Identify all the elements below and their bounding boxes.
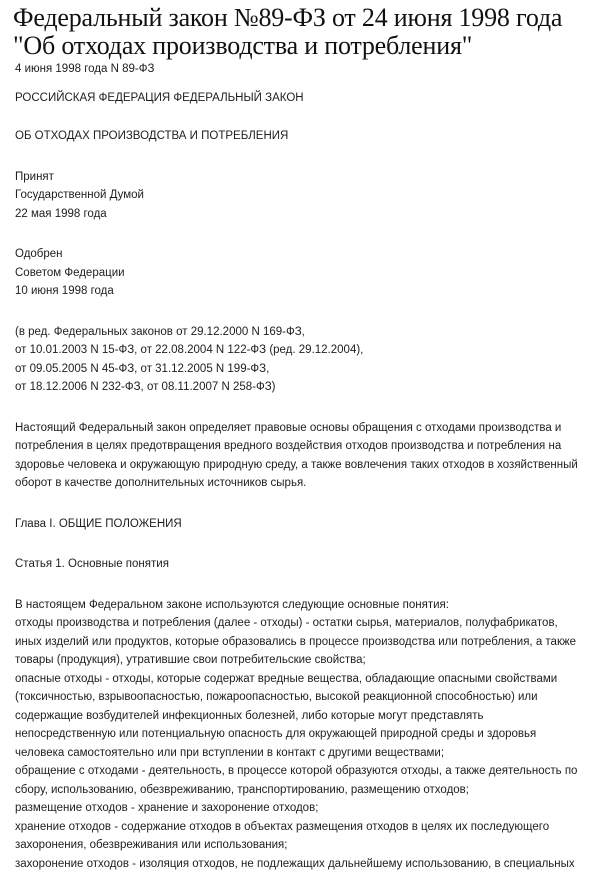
document-body — [15, 60, 595, 873]
approval-line: Советом Федерации — [15, 264, 595, 283]
definition-line: отходы производства и потребления (далее - отходы) - остатки сырья, материалов, полуфабрикатов, — [15, 614, 595, 633]
federation-heading: РОССИЙСКАЯ ФЕДЕРАЦИЯ ФЕДЕРАЛЬНЫЙ ЗАКОН — [15, 89, 595, 108]
document-title — [13, 4, 603, 60]
preamble-line: оборот в качестве дополнительных источников сырья. — [15, 474, 595, 493]
definition-line: содержащие возбудителей инфекционных болезней, либо которые могут представлять — [15, 707, 595, 726]
definition-line: обращение с отходами - деятельность, в процессе которой образуются отходы, а также деятельность по — [15, 762, 595, 781]
definition-line: человека самостоятельно или при вступлении в контакт с другими веществами; — [15, 744, 595, 763]
revision-line: (в ред. Федеральных законов от 29.12.2000 N 169-ФЗ, — [15, 323, 595, 342]
approval-line: 10 июня 1998 года — [15, 282, 595, 301]
definition-line: сбору, использованию, обезвреживанию, транспортированию, размещению отходов; — [15, 781, 595, 800]
title-line-2: "Об отходах производства и потребления" — [13, 32, 603, 60]
approval-line: Одобрен — [15, 245, 595, 264]
law-subject-heading: ОБ ОТХОДАХ ПРОИЗВОДСТВА И ПОТРЕБЛЕНИЯ — [15, 127, 595, 146]
preamble-line: Настоящий Федеральный закон определяет правовые основы обращения с отходами производства и — [15, 419, 595, 438]
revision-line: от 09.05.2005 N 45-ФЗ, от 31.12.2005 N 199-ФЗ, — [15, 360, 595, 379]
revision-line: от 10.01.2003 N 15-ФЗ, от 22.08.2004 N 122-ФЗ (ред. 29.12.2004), — [15, 341, 595, 360]
definition-line: непосредственную или потенциальную опасность для окружающей природной среды и здоровья — [15, 725, 595, 744]
law-date-line: 4 июня 1998 года N 89-ФЗ — [15, 60, 595, 79]
definition-line: В настоящем Федеральном законе используются следующие основные понятия: — [15, 596, 595, 615]
definitions-block — [15, 596, 595, 873]
title-line-1: Федеральный закон №89-ФЗ от 24 июня 1998 года — [13, 4, 603, 32]
revision-line: от 18.12.2006 N 232-ФЗ, от 08.11.2007 N 258-ФЗ) — [15, 378, 595, 397]
chapter-heading: Глава I. ОБЩИЕ ПОЛОЖЕНИЯ — [15, 515, 595, 534]
preamble-line: потребления в целях предотвращения вредного воздействия отходов производства и потребления на — [15, 437, 595, 456]
approval-block — [15, 245, 595, 301]
definition-line: опасные отходы - отходы, которые содержат вредные вещества, обладающие опасными свойствами — [15, 670, 595, 689]
definition-line: товары (продукция), утратившие свои потребительские свойства; — [15, 651, 595, 670]
revisions-block — [15, 323, 595, 397]
adoption-line: 22 мая 1998 года — [15, 205, 595, 224]
definition-line: размещение отходов - хранение и захоронение отходов; — [15, 799, 595, 818]
adoption-line: Государственной Думой — [15, 186, 595, 205]
article-heading: Статья 1. Основные понятия — [15, 555, 595, 574]
definition-line: захоронение отходов - изоляция отходов, не подлежащих дальнейшему использованию, в специальных — [15, 855, 595, 873]
adoption-block — [15, 168, 595, 224]
preamble-paragraph — [15, 419, 595, 493]
definition-line: хранение отходов - содержание отходов в объектах размещения отходов в целях их последующего — [15, 818, 595, 837]
definition-line: (токсичностью, взрывоопасностью, пожароопасностью, высокой реакционной способностью) или — [15, 688, 595, 707]
definition-line: иных изделий или продуктов, которые образовались в процессе производства или потребления, а также — [15, 633, 595, 652]
adoption-line: Принят — [15, 168, 595, 187]
preamble-line: здоровье человека и окружающую природную среду, а также вовлечения таких отходов в хозяйственный — [15, 456, 595, 475]
definition-line: захоронения, обезвреживания или использования; — [15, 836, 595, 855]
